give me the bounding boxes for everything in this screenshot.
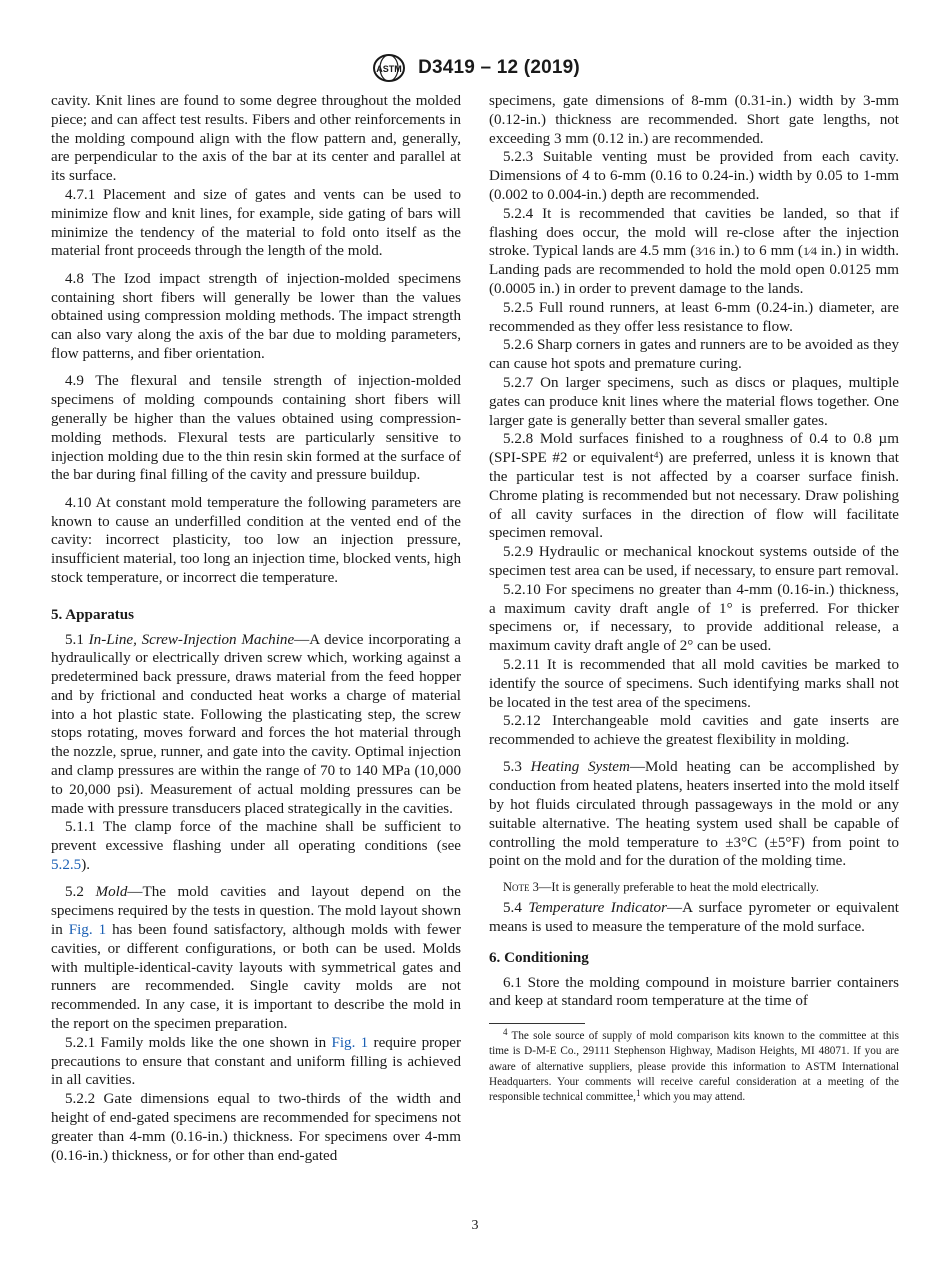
paragraph-5-1-1: 5.1.1 The clamp force of the machine shall be sufficient to prevent excessive flashing under all operating conditions (see 5.2.5). [51, 819, 461, 874]
figure-link-fig-1[interactable]: Fig. 1 [68, 922, 107, 939]
paragraph-5-2: 5.2 Mold—The mold cavities and layout depend on the specimens required by the tests in question. The mold layout shown in Fig. 1 has been found satisfactory, although molds with fewer cavities, or different configurations, or both can be used. Molds with multiple-identical-cavity layouts with symmetrical gates and runners are recommended. Single cavity molds are not recommended. In any case, it is important to describe the mold in the report on the specimen preparation. [51, 884, 462, 1033]
astm-logo [370, 52, 408, 84]
paragraph-5-2-7: 5.2.7 On larger specimens, such as discs or plaques, multiple gates can produce knit lines where the material flows together. One larger gate is generally better than several smaller gates. [489, 374, 899, 429]
paragraph-4-9: 4.9 The flexural and tensile strength of injection-molded specimens of molding compounds containing short fibers will generally be higher than the values obtained using compression-molding methods. Flexural tests are particularly sensitive to injection molding due to the thin resin skin formed at the surface of the bar during final filling of the cavity and pressure buildup. [51, 373, 461, 484]
footnote-divider [489, 1023, 585, 1024]
footnote-marker: 4 [653, 450, 659, 461]
paragraph-4-8: 4.8 The Izod impact strength of injection-molded specimens containing short fibers will generally be lower than the values obtained using compression molding methods. The impact strength can also vary along the axis of the bar due to molding parameters, flow patterns, and fiber orientation. [51, 270, 461, 362]
figure-link-fig-1[interactable]: Fig. 1 [331, 1034, 369, 1051]
paragraph-4-7-cont: cavity. Knit lines are found to some degree throughout the molded piece; and can affect test results. Fibers and other reinforcements in the molding compound align with the flow pattern and, generally, are perpendicular to the axis of the bar at its center and parallel at its surface. [51, 93, 461, 185]
left-column [51, 92, 461, 1165]
paragraph-5-2-1: 5.2.1 Family molds like the one shown in Fig. 1 require proper precautions to ensure that constant and uniform filling is achieved in all cavities. [51, 1034, 461, 1089]
section-heading-apparatus: 5. Apparatus [51, 606, 135, 623]
paragraph-5-2-9: 5.2.9 Hydraulic or mechanical knockout systems outside of the specimen test area can be used, if necessary, to ensure part removal. [489, 544, 899, 579]
paragraph-5-3: 5.3 Heating System—Mold heating can be accomplished by conduction from heated platens, heaters inserted into the mold itself by hot fluids circulated through passageways in the mold or any suitable alternative. The heating system used shall be capable of controlling the mold temperature to ±3°C (±5°F) from point to point on the mold and for the duration of the molding time. [489, 759, 899, 870]
paragraph-5-2-4: 5.2.4 It is recommended that cavities be landed, so that if flashing does occur, the mold will re-close after the injection stroke. Typical lands are 4.5 mm (3⁄16 in.) to 6 mm (1⁄4 in.) in width. Landing pads are recommended to hold the mold open 0.0125 mm (0.0005 in.) in order to prevent damage to the lands. [489, 205, 899, 297]
document-designation: D3419 – 12 (2019) [418, 57, 580, 78]
paragraph-4-10: 4.10 At constant mold temperature the following parameters are known to cause an underfilled condition at the vented end of the cavity: incorrect plasticity, too low an injection pressure, insufficient material, too long an injection time, blocked vents, high stock temperature, or incorrect die temperature. [51, 494, 461, 586]
page-header [0, 52, 950, 84]
paragraph-4-7-1: 4.7.1 Placement and size of gates and vents can be used to minimize flow and knit lines, for example, side gating of bars will minimize the tendency of the material to fold onto itself as the material front proceeds through the length of the mold. [51, 186, 461, 260]
page-number: 3 [471, 1218, 479, 1233]
footnote-4: $^4$ The sole source of supply of mold comparison kits known to the committee at this time is D-M-E Co., 29111 Stephenson Highway, Madison Heights, MI 48071. If you are aware of alternative suppliers, please provide this information to ASTM International Headquarters. Your comments will receive careful consideration at a meeting of the responsible technical committee,$^1$ which you may attend. [489, 1027, 899, 1104]
paragraph-5-2-12: 5.2.12 Interchangeable mold cavities and gate inserts are recommended to achieve the greatest flexibility in molding. [489, 713, 899, 749]
paragraph-5-2-3: 5.2.3 Suitable venting must be provided from each cavity. Dimensions of 4 to 6-mm (0.16 to 0.24-in.) width by 0.05 to 1-mm (0.002 to 0.004-in.) depth are recommended. [489, 149, 899, 203]
section-heading-conditioning: 6. Conditioning [489, 949, 589, 966]
svg-text:ASTM: ASTM [376, 64, 402, 74]
paragraph-5-2-8: 5.2.8 Mold surfaces finished to a roughness of 0.4 to 0.8 µm (SPI-SPE #2 or equivalent$^4$) are preferred, unless it is known that the particular test is not affected by a coarser surface finish. Chrome plating is recommended but not necessary. Draw polishing of all cavity surfaces in the direction of flow will facilitate specimen removal. [489, 431, 899, 542]
note-3: Note 3—It is generally preferable to heat the mold electrically. [503, 880, 819, 895]
right-column [489, 92, 899, 1105]
paragraph-6-1: 6.1 Store the molding compound in moisture barrier containers and keep at standard room temperature at the time of [489, 974, 899, 1010]
paragraph-5-1: 5.1 In-Line, Screw-Injection Machine—A device incorporating a hydraulically or electrically driven screw which, working against a predetermined back pressure, draws material from the feed hopper and by frictional and conducted heat works a charge of material into a hot plastic state. Following the plasticating step, the screw stops rotating, moves forward and forces the hot material through the nozzle, sprue, runner, and gate into the cavity. Optimal injection and clamp pressures are within the range of 70 to 140 MPa (10,000 to 20,000 psi). Measurement of actual molding pressures can be made with pressure transducers placed strategically in the cavities. [51, 631, 461, 817]
paragraph-5-2-10: 5.2.10 For specimens no greater than 4-mm (0.16-in.) thickness, a maximum cavity draft angle of 1° is preferred. For thicker specimens or, if necessary, to provide additional release, a maximum cavity draft angle of 2° can be used. [489, 581, 899, 655]
paragraph-5-2-11: 5.2.11 It is recommended that all mold cavities be marked to identify the source of specimens. Such identifying marks shall not be located in the test area of the specimens. [489, 656, 899, 711]
paragraph-5-2-2: 5.2.2 Gate dimensions equal to two-thirds of the width and height of end-gated specimens are recommended for specimens not greater than 4-mm (0.16-in.) thickness. For specimens over 4-mm (0.16-in.) thickness, or for other than end-gated [51, 1091, 461, 1164]
paragraph-5-2-2-cont: specimens, gate dimensions of 8-mm (0.31-in.) width by 3-mm (0.12-in.) thickness are recommended. Short gate lengths, not exceeding 3 mm (0.12 in.) are recommended. [489, 93, 899, 147]
paragraph-5-2-6: 5.2.6 Sharp corners in gates and runners are to be avoided as they can cause hot spots and premature curing. [489, 337, 899, 373]
section-link-5-2-5[interactable]: 5.2.5 [51, 857, 82, 874]
paragraph-5-4: 5.4 Temperature Indicator—A surface pyrometer or equivalent means is used to measure the temperature of the mold surface. [489, 900, 899, 936]
paragraph-5-2-5: 5.2.5 Full round runners, at least 6-mm (0.24-in.) diameter, are recommended as they offer less resistance to flow. [489, 299, 899, 335]
